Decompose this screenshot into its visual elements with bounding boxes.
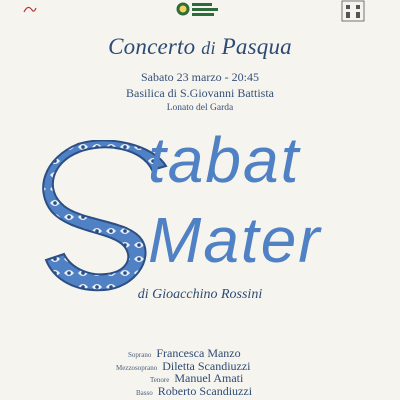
sponsor-logo-left [22, 2, 82, 16]
cast-row-basso [136, 384, 252, 399]
cast-role: Soprano [128, 351, 152, 359]
fondazione-logo [340, 0, 366, 22]
cast-name: Francesca Manzo [156, 346, 241, 360]
composer-credit: di Gioacchino Rossini [137, 287, 263, 302]
cast-name: Roberto Scandiuzzi [157, 384, 253, 398]
event-town: Lonato del Garda [166, 103, 234, 113]
cast-name: Diletta Scandiuzzi [162, 359, 251, 373]
city-crest-icon [176, 0, 226, 18]
cast-role: Tenore [150, 376, 170, 384]
cast-name: Manuel Amati [174, 371, 244, 385]
title-main: Concerto [108, 34, 196, 59]
bottega-logo-icon [22, 2, 82, 16]
cast-role: Mezzosoprano [116, 364, 158, 372]
foundation-building-icon [340, 0, 366, 22]
event-date: Sabato 23 marzo - 20:45 [141, 70, 259, 84]
event-venue: Basilica di S.Giovanni Battista [126, 86, 274, 100]
cast-role: Basso [136, 389, 153, 397]
concert-title [0, 34, 400, 60]
title-di: di [201, 38, 216, 58]
title-word-stabat: tabat [148, 124, 301, 196]
comune-logo [176, 0, 226, 18]
title-end: Pasqua [221, 34, 292, 59]
title-word-mater: Mater [148, 204, 322, 276]
